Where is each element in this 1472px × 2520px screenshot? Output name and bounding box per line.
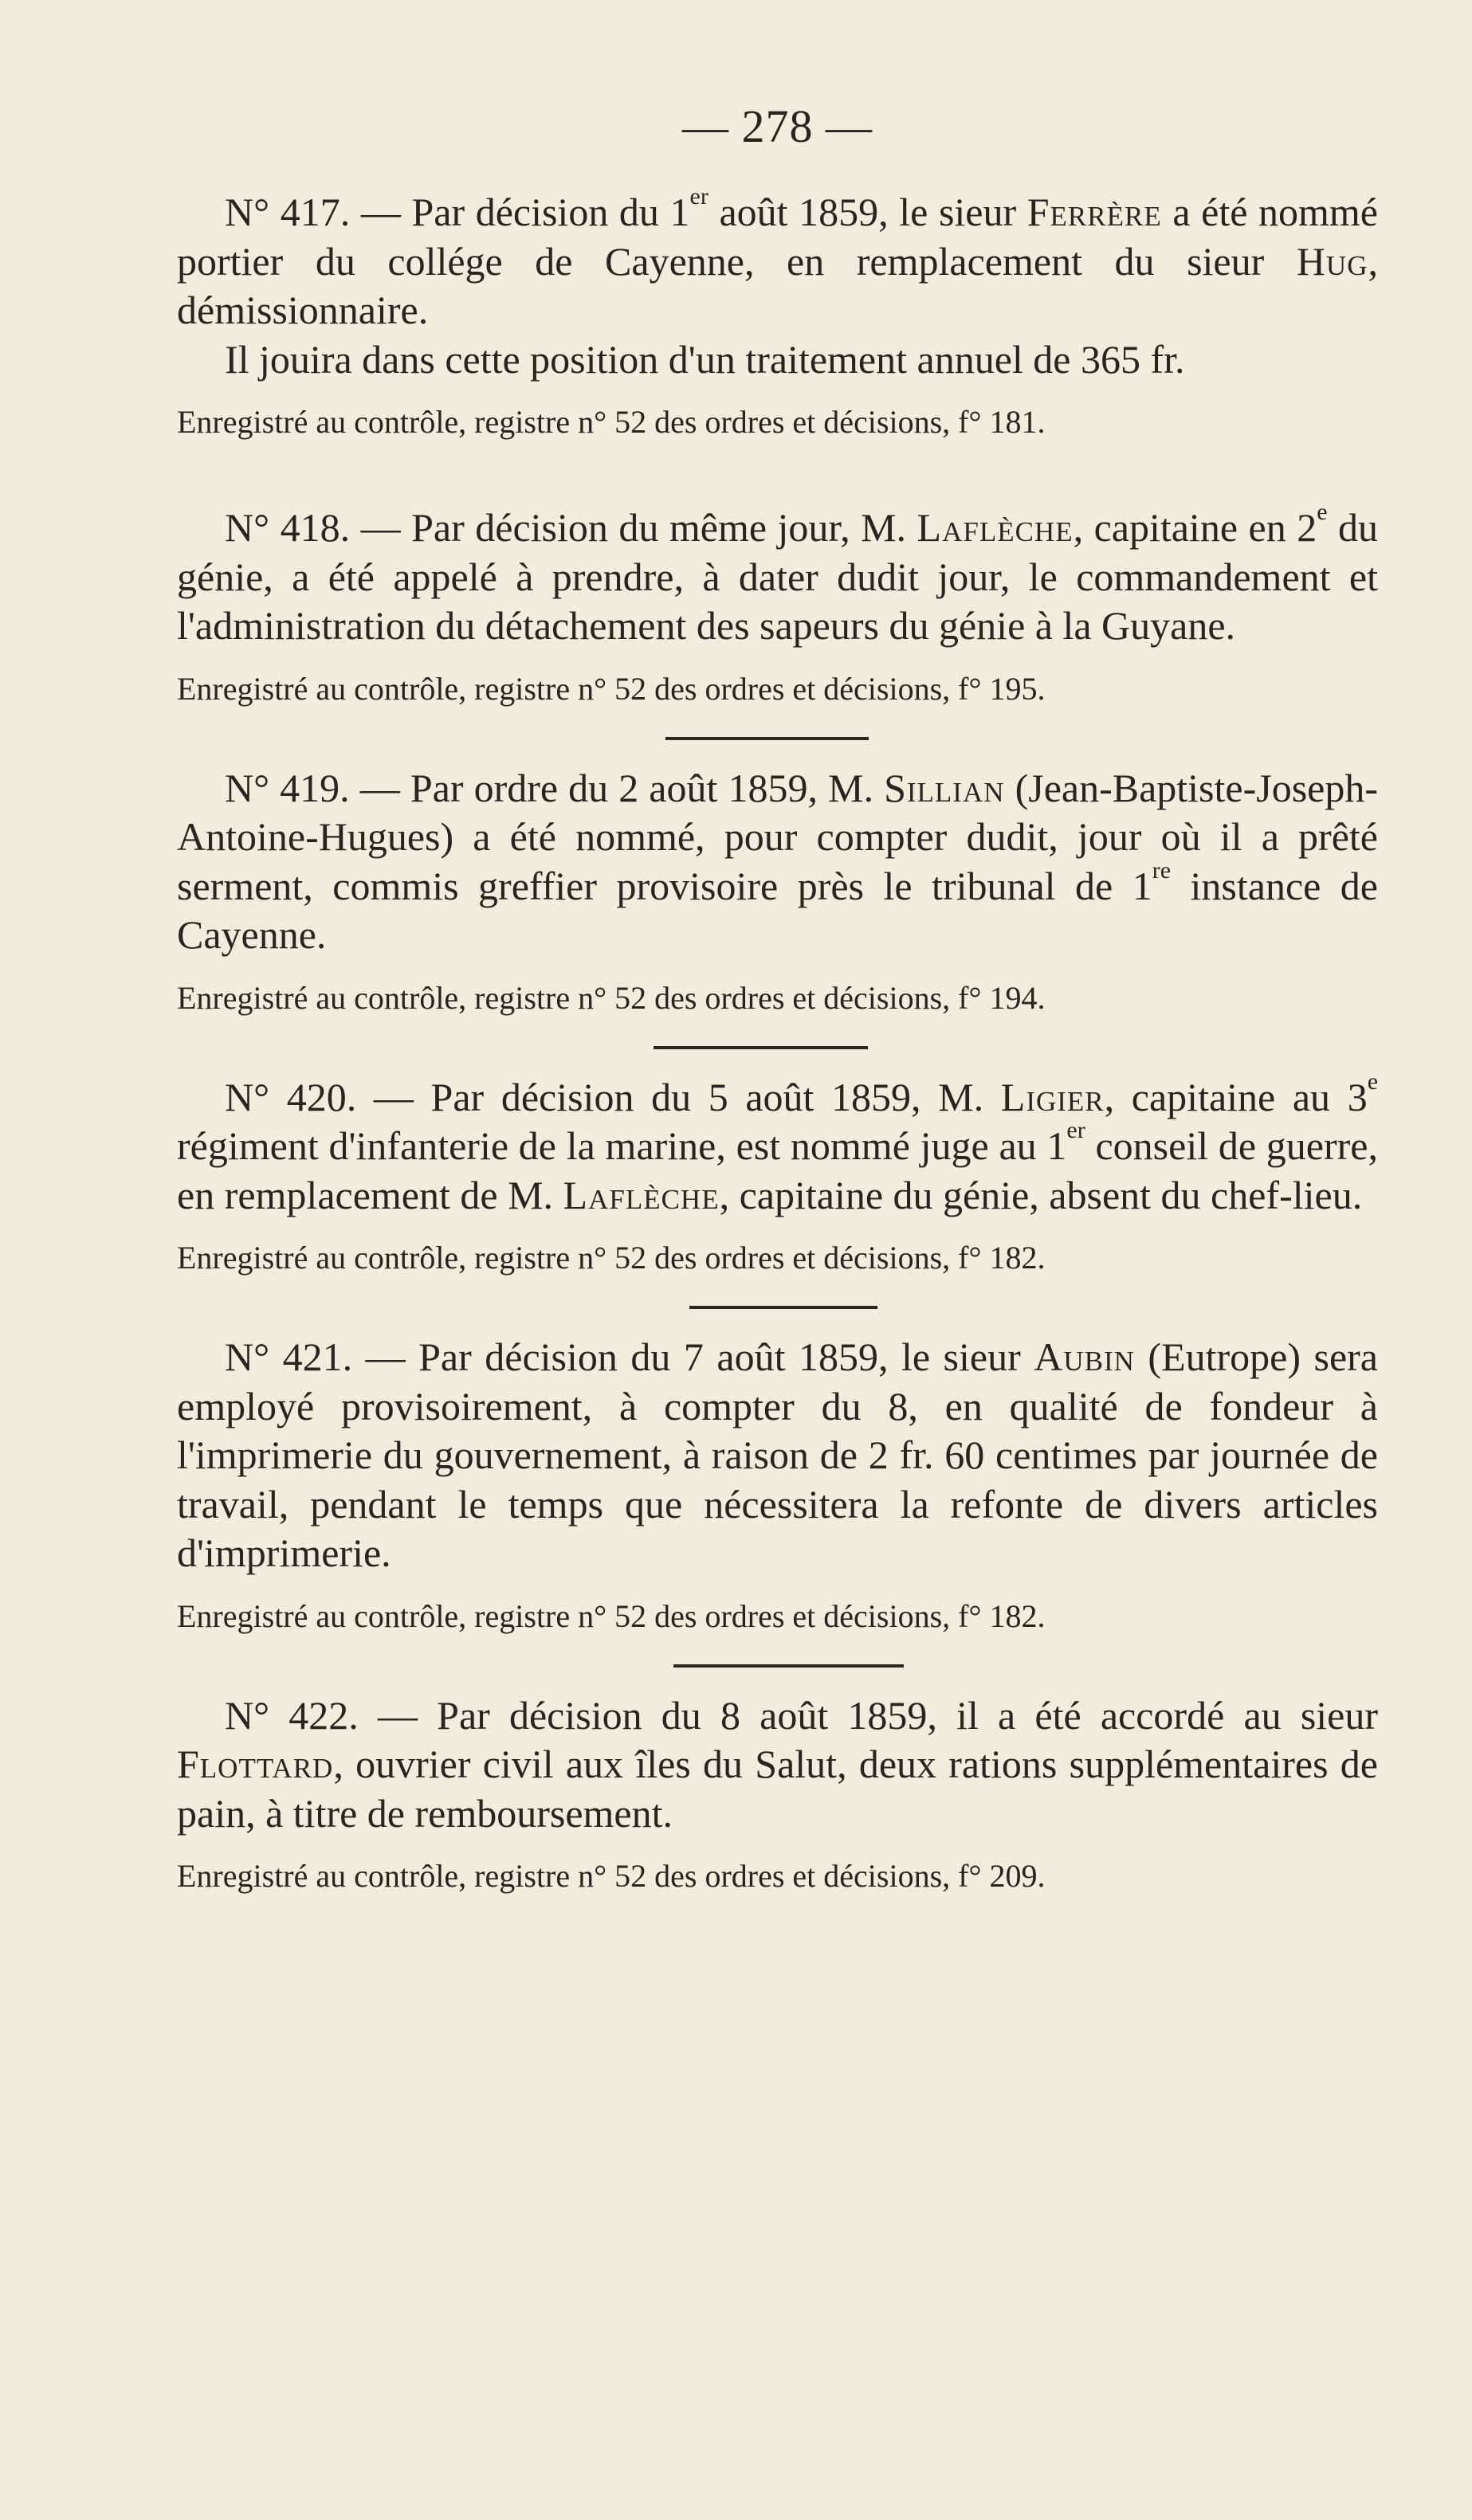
entry-418-text-c: du génie, a été appelé à prendre, à dater dudit jour, le commandement et l'administration du détachement des sapeurs du génie à la Guyane. [177, 505, 1379, 648]
entry-419-text-c: instance de Cayenne. [177, 863, 1378, 957]
entry-420-text-b: , capitaine au 3 [1104, 1074, 1368, 1119]
entry-419-text-b: (Jean-Baptiste-Joseph-Antoine-Hugues) a été nommé, pour compter dudit, jour où il a prêté serment, commis greffier provisoire près le tribunal de 1 [177, 765, 1379, 908]
entry-422-text-b: , ouvrier civil aux îles du Salut, deux rations supplémentaires de pain, à titre de remboursement. [177, 1742, 1378, 1836]
entry-421-text [177, 1333, 1378, 1578]
entry-422-text-a: Par décision du 8 août 1859, il a été accordé au sieur [437, 1692, 1379, 1738]
entry-417-registry: Enregistré au contrôle, registre n° 52 des ordres et décisions, f° 181. [177, 404, 1046, 440]
entry-420-dash: — [373, 1074, 414, 1119]
entry-417-text-c: a été nommé portier du collége de Cayenne, en remplacement du sieur [177, 190, 1378, 284]
entry-417-dash: — [360, 190, 401, 234]
entry-418-number: N° 418. [225, 505, 351, 550]
entry-417-text-a: Par décision du 1 [411, 190, 690, 234]
entry-422-dash: — [377, 1692, 418, 1738]
separator-419 [177, 1017, 1378, 1073]
entry-420-text [177, 1068, 1379, 1221]
entry-420-name-2: Laflèche [563, 1172, 720, 1217]
entry-419-sup-b: re [1152, 856, 1172, 884]
entry-417-number: N° 417. [225, 190, 351, 234]
entry-420 [177, 1068, 1379, 1278]
entry-418-text-b: , capitaine en 2 [1073, 505, 1317, 550]
entry-419-text-a: Par ordre du 2 août 1859, M. [410, 765, 885, 810]
entry-417-second-paragraph: Il jouira dans cette position d'un traitement annuel de 365 fr. [225, 336, 1185, 382]
entry-418-name: Laflèche [917, 505, 1074, 550]
entry-420-sup-c: er [1066, 1117, 1085, 1144]
page-number: — 278 — [682, 100, 873, 152]
entry-421-registry: Enregistré au contrôle, registre n° 52 des ordres et décisions, f° 182. [177, 1597, 1046, 1634]
entry-420-sup-b: e [1367, 1068, 1379, 1095]
entry-417-text [177, 183, 1378, 384]
entry-422-registry: Enregistré au contrôle, registre n° 52 des ordres et décisions, f° 209. [177, 1858, 1046, 1894]
entry-418-dash: — [360, 505, 401, 550]
entry-419-text [177, 764, 1378, 960]
entry-421-name: Aubin [1034, 1334, 1135, 1379]
separator-418 [177, 708, 1378, 764]
entry-418-text [177, 499, 1379, 651]
entry-419-registry: Enregistré au contrôle, registre n° 52 des ordres et décisions, f° 194. [177, 979, 1046, 1016]
entry-417-name: Ferrère [1026, 190, 1162, 234]
entry-419 [177, 764, 1378, 1017]
entry-420-name: Ligier [1000, 1074, 1105, 1119]
entry-spacer [177, 441, 1378, 504]
entry-420-text-a: Par décision du 5 août 1859, M. [430, 1074, 1001, 1119]
entry-418-sup-b: e [1317, 499, 1328, 526]
separator-line [665, 737, 869, 740]
entry-421-text-b: (Eutrope) sera employé provisoirement, à compter du 8, en qualité de fondeur à l'imprimerie du gouvernement, à raison de 2 fr. 60 centimes par journée de travail, pendant le temps que nécessitera la refonte de divers articles d'imprimerie. [177, 1334, 1378, 1575]
separator-420 [177, 1277, 1378, 1333]
entry-422 [177, 1691, 1378, 1896]
entry-417 [177, 183, 1378, 441]
entry-420-text-d: conseil de guerre, en remplacement de M. [177, 1123, 1378, 1217]
separator-421 [177, 1636, 1378, 1691]
separator-line [689, 1306, 877, 1309]
separator-line [654, 1046, 868, 1049]
entry-421-text-a: Par décision du 7 août 1859, le sieur [418, 1334, 1034, 1379]
entry-418 [177, 499, 1379, 708]
entry-419-name: Sillian [884, 765, 1005, 810]
entry-422-name: Flottard [177, 1742, 334, 1786]
entry-422-number: N° 422. [225, 1692, 359, 1738]
entry-421 [177, 1333, 1378, 1636]
entry-420-registry: Enregistré au contrôle, registre n° 52 des ordres et décisions, f° 182. [177, 1240, 1046, 1276]
entry-419-number: N° 419. [225, 765, 350, 810]
entry-417-text-d: , démissionnaire. [177, 238, 1378, 332]
entry-421-number: N° 421. [225, 1334, 353, 1379]
entry-418-text-a: Par décision du même jour, M. [411, 505, 917, 550]
entry-417-text-b: août 1859, le sieur [708, 190, 1027, 234]
entry-420-text-c: régiment d'infanterie de la marine, est nommé juge au 1 [177, 1123, 1067, 1168]
entry-420-text-e: , capitaine du génie, absent du chef-lieu. [719, 1172, 1363, 1217]
entry-417-name-2: Hug [1296, 238, 1368, 284]
entry-421-dash: — [365, 1334, 406, 1379]
entry-422-text [177, 1691, 1378, 1839]
entry-418-registry: Enregistré au contrôle, registre n° 52 des ordres et décisions, f° 195. [177, 670, 1046, 707]
entry-417-sup-a: er [689, 183, 709, 210]
entry-419-dash: — [359, 765, 400, 810]
entry-420-number: N° 420. [225, 1074, 357, 1119]
separator-line [673, 1664, 904, 1668]
